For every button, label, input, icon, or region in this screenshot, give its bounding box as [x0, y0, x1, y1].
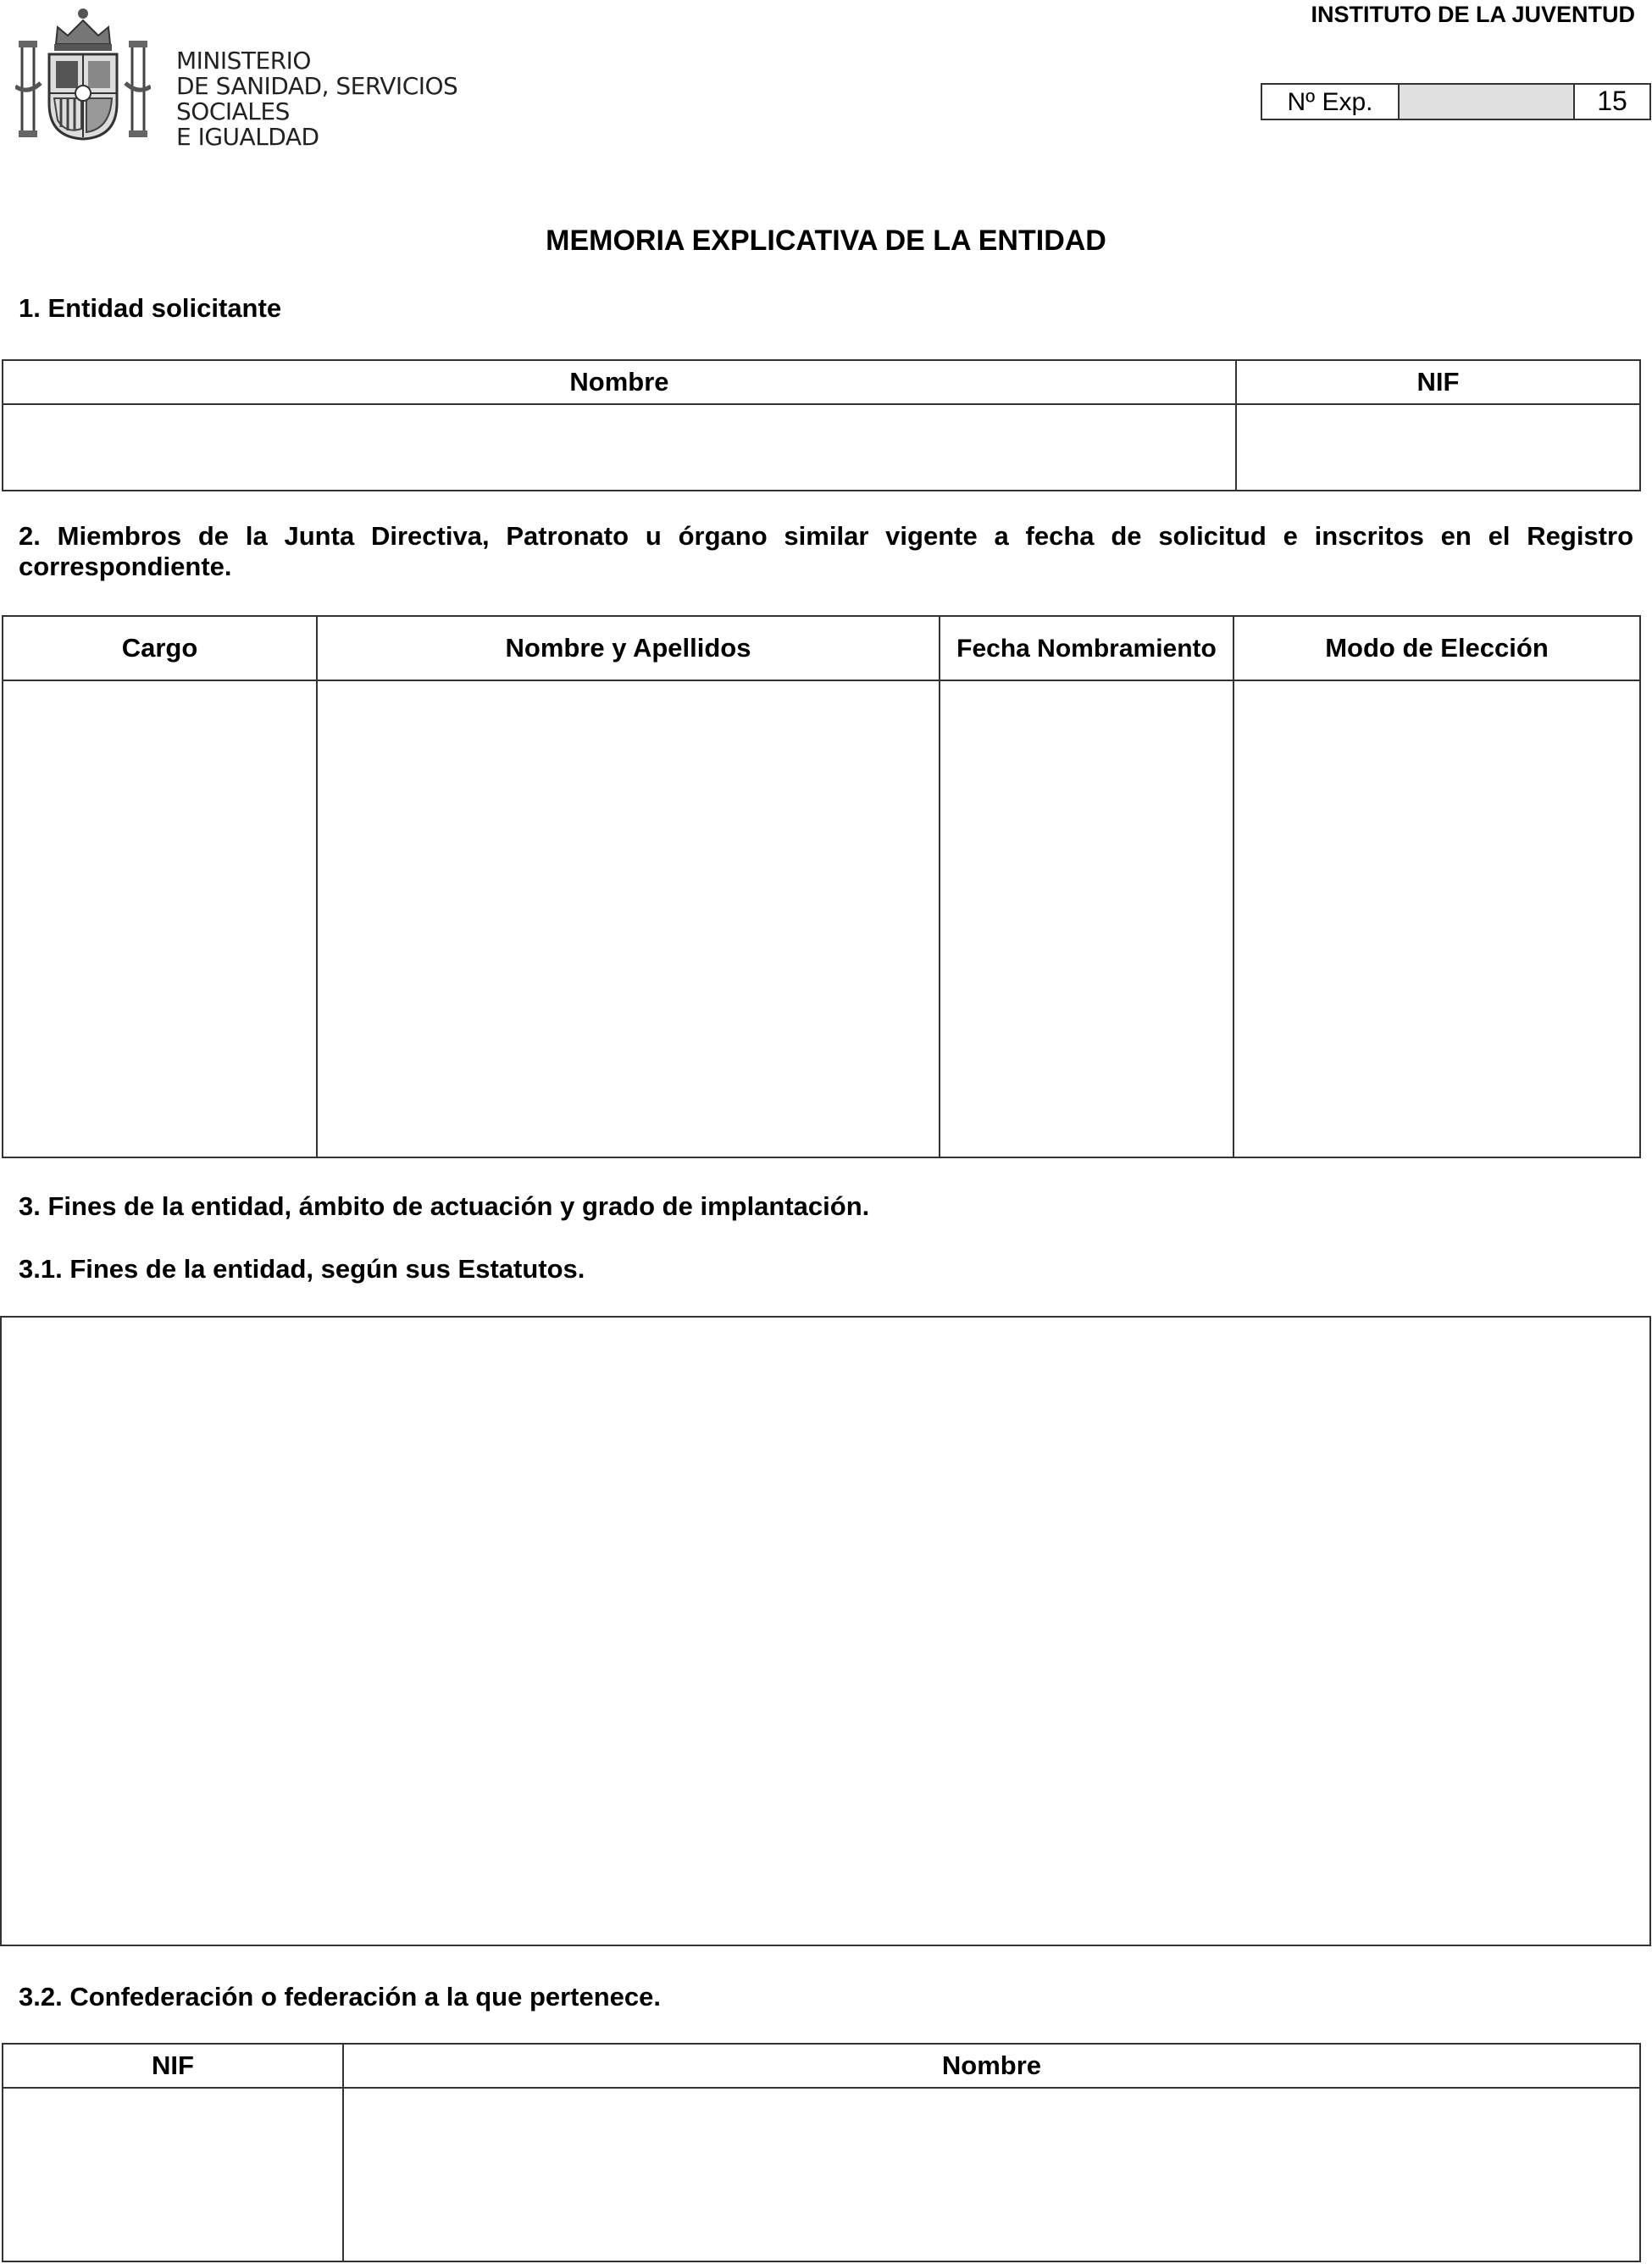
ministry-line-3: E IGUALDAD: [176, 123, 319, 151]
page-title: MEMORIA EXPLICATIVA DE LA ENTIDAD: [546, 225, 1106, 257]
section-3-1-heading: 3.1. Fines de la entidad, según sus Estatutos.: [19, 1254, 585, 1284]
entity-nif-field[interactable]: [1236, 404, 1640, 491]
institute-name: INSTITUTO DE LA JUVENTUD: [1311, 2, 1635, 27]
board-col-cargo: Cargo: [3, 616, 317, 680]
board-col-nombre: Nombre y Apellidos: [317, 616, 940, 680]
board-col-fecha: Fecha Nombramiento: [940, 616, 1233, 680]
entity-col-nombre: Nombre: [3, 360, 1236, 404]
coat-of-arms-logo: [15, 2, 151, 142]
board-fecha-field[interactable]: [940, 680, 1233, 1157]
board-nombre-field[interactable]: [317, 680, 940, 1157]
federation-nombre-field[interactable]: [343, 2088, 1640, 2261]
section-3-2-heading: 3.2. Confederación o federación a la que pertenece.: [19, 1982, 662, 2012]
ministry-line-2: DE SANIDAD, SERVICIOS SOCIALES: [176, 72, 458, 125]
entity-nombre-field[interactable]: [3, 404, 1236, 491]
exp-value-field[interactable]: [1399, 84, 1574, 119]
ministry-name: [176, 48, 566, 150]
federation-col-nombre: Nombre: [343, 2044, 1640, 2088]
section-1-heading: 1. Entidad solicitante: [19, 293, 282, 323]
exp-label: Nº Exp.: [1261, 84, 1399, 119]
ministry-line-1: MINISTERIO: [176, 47, 311, 75]
federation-col-nif: NIF: [3, 2044, 343, 2088]
board-modo-field[interactable]: [1233, 680, 1640, 1157]
aims-text-area[interactable]: [0, 1316, 1651, 1946]
board-col-modo: Modo de Elección: [1233, 616, 1640, 680]
section-3-heading: 3. Fines de la entidad, ámbito de actuación y grado de implantación.: [19, 1191, 870, 1221]
federation-table: [2, 2043, 1641, 2262]
expedient-box: [1261, 83, 1651, 120]
board-members-table: [2, 615, 1641, 1158]
board-cargo-field[interactable]: [3, 680, 317, 1157]
federation-nif-field[interactable]: [3, 2088, 343, 2261]
entity-table: [2, 359, 1641, 491]
exp-number: 15: [1574, 84, 1650, 119]
section-2-heading: 2. Miembros de la Junta Directiva, Patronato u órgano similar vigente a fecha de solicitud e inscritos en el Registro correspondiente.: [19, 521, 1633, 581]
entity-col-nif: NIF: [1236, 360, 1640, 404]
